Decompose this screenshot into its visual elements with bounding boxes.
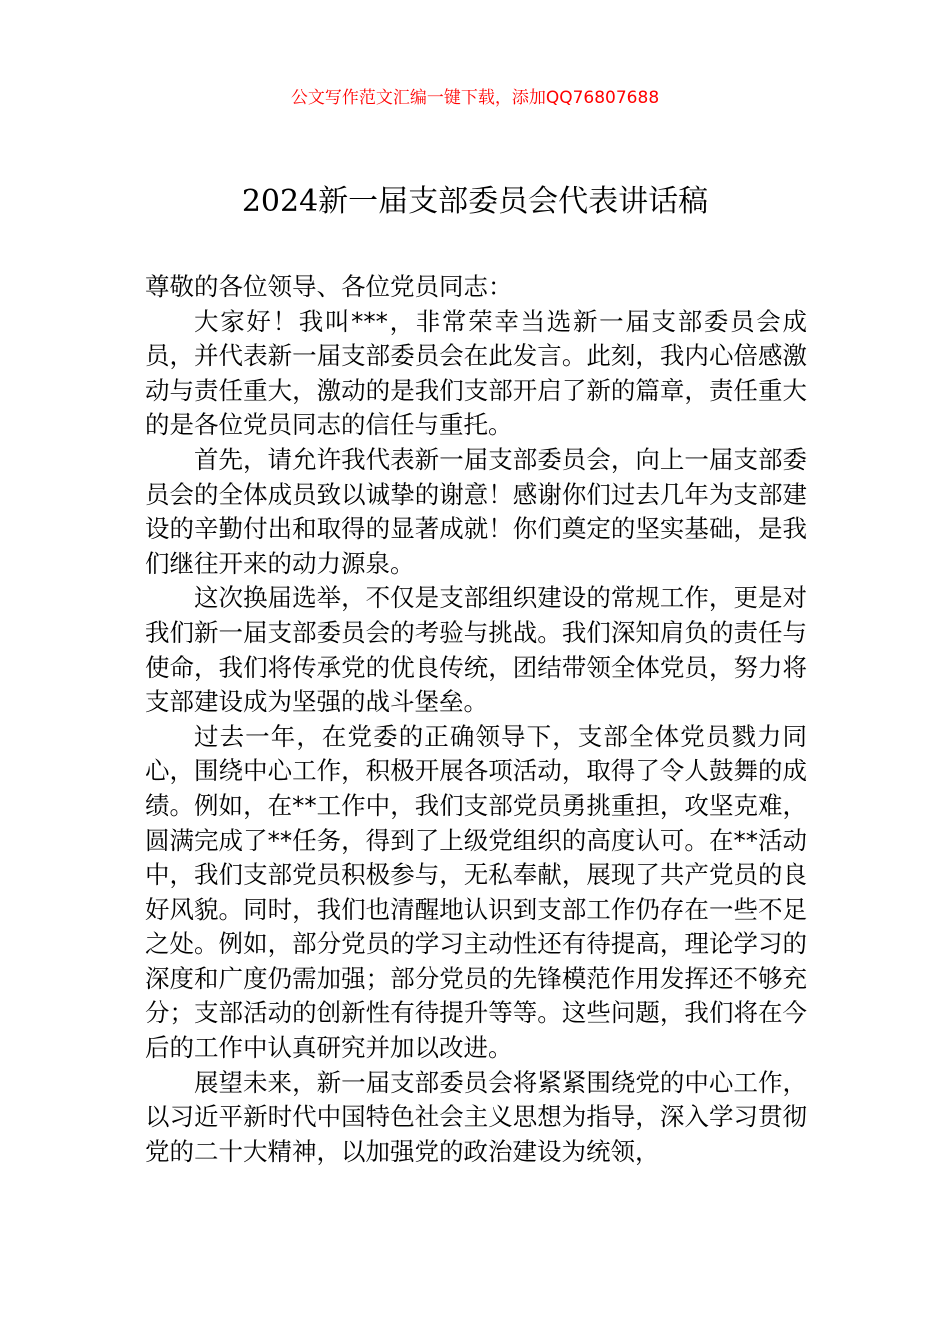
document-title: 2024新一届支部委员会代表讲话稿 bbox=[241, 184, 709, 219]
paragraph-outlook: 展望未来，新一届支部委员会将紧紧围绕党的中心工作，以习近平新时代中国特色社会主义思想为指导，深入学习贯彻党的二十大精神，以加强党的政治建设为统领， bbox=[145, 1067, 807, 1166]
paragraph-election: 这次换届选举，不仅是支部组织建设的常规工作，更是对我们新一届支部委员会的考验与挑战。我们深知肩负的责任与使命，我们将传承党的优良传统，团结带领全体党员，努力将支部建设成为坚强的战斗堡垒。 bbox=[145, 583, 807, 717]
header-download-note: 公文写作范文汇编一键下载，添加QQ76807688 bbox=[290, 88, 660, 108]
paragraph-review: 过去一年，在党委的正确领导下，支部全体党员戮力同心，围绕中心工作，积极开展各项活动，取得了令人鼓舞的成绩。例如，在**工作中，我们支部党员勇挑重担，攻坚克难，圆满完成了**任务，得到了上级党组织的高度认可。在**活动中，我们支部党员积极参与，无私奉献，展现了共产党员的良好风貌。同时，我们也清醒地认识到支部工作仍存在一些不足之处。例如，部分党员的学习主动性还有待提高，理论学习的深度和广度仍需加强；部分党员的先锋模范作用发挥还不够充分；支部活动的创新性有待提升等等。这些问题，我们将在今后的工作中认真研究并加以改进。 bbox=[145, 721, 807, 1063]
salutation: 尊敬的各位领导、各位党员同志： bbox=[145, 272, 513, 301]
paragraph-greeting: 大家好！我叫***，非常荣幸当选新一届支部委员会成员，并代表新一届支部委员会在此发言。此刻，我内心倍感激动与责任重大，激动的是我们支部开启了新的篇章，责任重大的是各位党员同志的信任与重托。 bbox=[145, 306, 807, 440]
paragraph-thanks: 首先，请允许我代表新一届支部委员会，向上一届支部委员会的全体成员致以诚挚的谢意！感谢你们过去几年为支部建设的辛勤付出和取得的显著成就！你们奠定的坚实基础，是我们继往开来的动力源泉。 bbox=[145, 444, 807, 578]
document-body bbox=[145, 270, 807, 1169]
